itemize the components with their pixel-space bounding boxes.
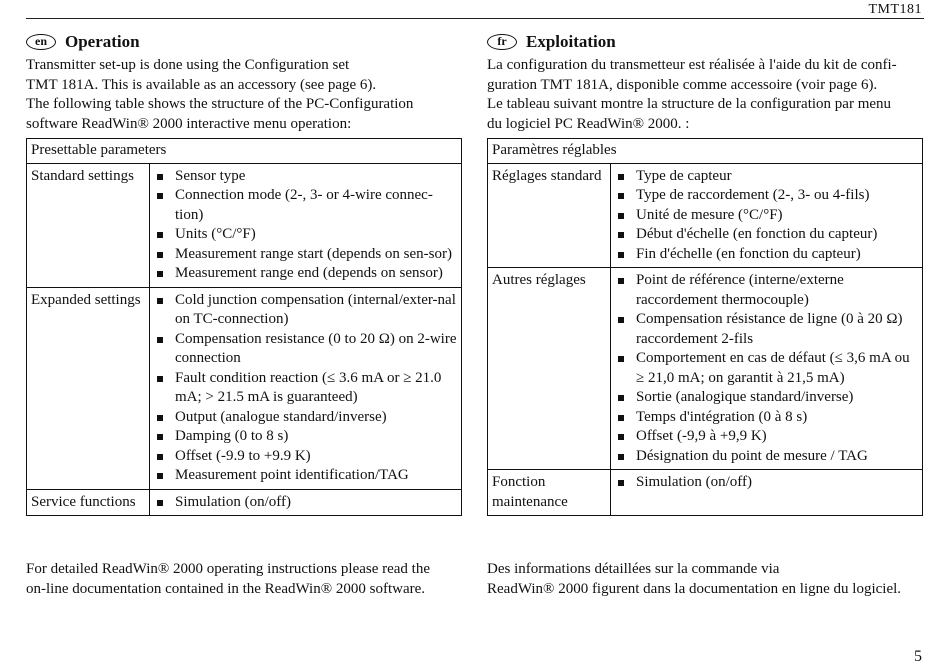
row-label: Autres réglages [488,268,611,470]
footer-line: Des informations détaillées sur la commande via [487,561,780,577]
page-number: 5 [914,648,922,665]
table-row [27,489,462,516]
row-label: Réglages standard [488,163,611,268]
list-item: Simulation (on/off) [154,493,457,513]
list-item: Point de référence (interne/externe raccordement thermocouple) [615,271,918,310]
section-title-en: Operation [65,32,140,52]
intro-line: Le tableau suivant montre la structure de la configuration par menu [487,96,892,112]
list-item: Sortie (analogique standard/inverse) [615,388,918,408]
list-item: Offset (-9,9 à +9,9 K) [615,427,918,447]
list-item: Fin d'échelle (en fonction du capteur) [615,245,918,265]
table-row [488,268,923,470]
row-label: Service functions [27,489,150,516]
list-item: Connection mode (2-, 3- or 4-wire connec-tion) [154,186,457,225]
row-label: Standard settings [27,163,150,287]
table-row [27,163,462,287]
table-caption-en: Presettable parameters [27,139,462,164]
footer-note-fr [487,560,923,599]
list-item: Désignation du point de mesure / TAG [615,447,918,467]
parameters-table-en [26,138,462,516]
list-item: Fault condition reaction (≤ 3.6 mA or ≥ 21.0 mA; > 21.5 mA is guaranteed) [154,369,457,408]
list-item: Type de capteur [615,167,918,187]
header-rule [26,18,924,19]
list-item: Units (°C/°F) [154,225,457,245]
table-row [488,163,923,268]
row-label: Expanded settings [27,287,150,489]
table-row [488,470,923,516]
list-item: Unité de mesure (°C/°F) [615,206,918,226]
intro-line: TMT 181A. This is available as an accessory (see page 6). [26,76,377,93]
table-caption-fr: Paramètres réglables [488,139,923,164]
section-heading-en [26,31,462,53]
list-item: Cold junction compensation (internal/exter-nal on TC-connection) [154,291,457,330]
intro-line: Transmitter set-up is done using the Configuration set [26,57,350,73]
bullet-list [615,271,918,466]
footer-line: For detailed ReadWin® 2000 operating instructions please read the [26,561,431,577]
list-item: Measurement point identification/TAG [154,466,457,486]
footer-note-en [26,560,462,599]
bullet-list [154,291,457,486]
bullet-list [154,167,457,284]
list-item: Simulation (on/off) [615,473,918,493]
language-badge-en: en [26,34,56,50]
list-item: Compensation resistance (0 to 20 Ω) on 2-wire connection [154,330,457,369]
footer-line: on-line documentation contained in the ReadWin® 2000 software. [26,580,426,597]
document-id: TMT181 [868,2,922,17]
table-row [27,287,462,489]
list-item: Damping (0 to 8 s) [154,427,457,447]
list-item: Temps d'intégration (0 à 8 s) [615,408,918,428]
intro-line: du logiciel PC ReadWin® 2000. : [487,115,690,132]
intro-line: software ReadWin® 2000 interactive menu operation: [26,115,352,132]
bullet-list [615,473,918,493]
footer-line: ReadWin® 2000 figurent dans la documentation en ligne du logiciel. [487,580,902,597]
section-heading-fr [487,31,923,53]
language-badge-fr: fr [487,34,517,50]
intro-line: The following table shows the structure of the PC-Configuration [26,96,414,112]
list-item: Offset (-9.9 to +9.9 K) [154,447,457,467]
list-item: Output (analogue standard/inverse) [154,408,457,428]
bullet-list [154,493,457,513]
parameters-table-fr [487,138,923,516]
intro-line: guration TMT 181A, disponible comme accessoire (voir page 6). [487,76,878,93]
bullet-list [615,167,918,265]
list-item: Début d'échelle (en fonction du capteur) [615,225,918,245]
intro-line: La configuration du transmetteur est réalisée à l'aide du kit de confi- [487,57,897,73]
list-item: Measurement range start (depends on sen-sor) [154,245,457,265]
list-item: Sensor type [154,167,457,187]
intro-paragraph-fr [487,56,923,134]
list-item: Type de raccordement (2-, 3- ou 4-fils) [615,186,918,206]
list-item: Compensation résistance de ligne (0 à 20 Ω) raccordement 2-fils [615,310,918,349]
section-title-fr: Exploitation [526,32,616,52]
english-section [26,31,462,516]
intro-paragraph-en [26,56,462,134]
row-label: Fonction maintenance [488,470,611,516]
list-item: Comportement en cas de défaut (≤ 3,6 mA ou ≥ 21,0 mA; on garantit à 21,5 mA) [615,349,918,388]
list-item: Measurement range end (depends on sensor) [154,264,457,284]
french-section [487,31,923,516]
